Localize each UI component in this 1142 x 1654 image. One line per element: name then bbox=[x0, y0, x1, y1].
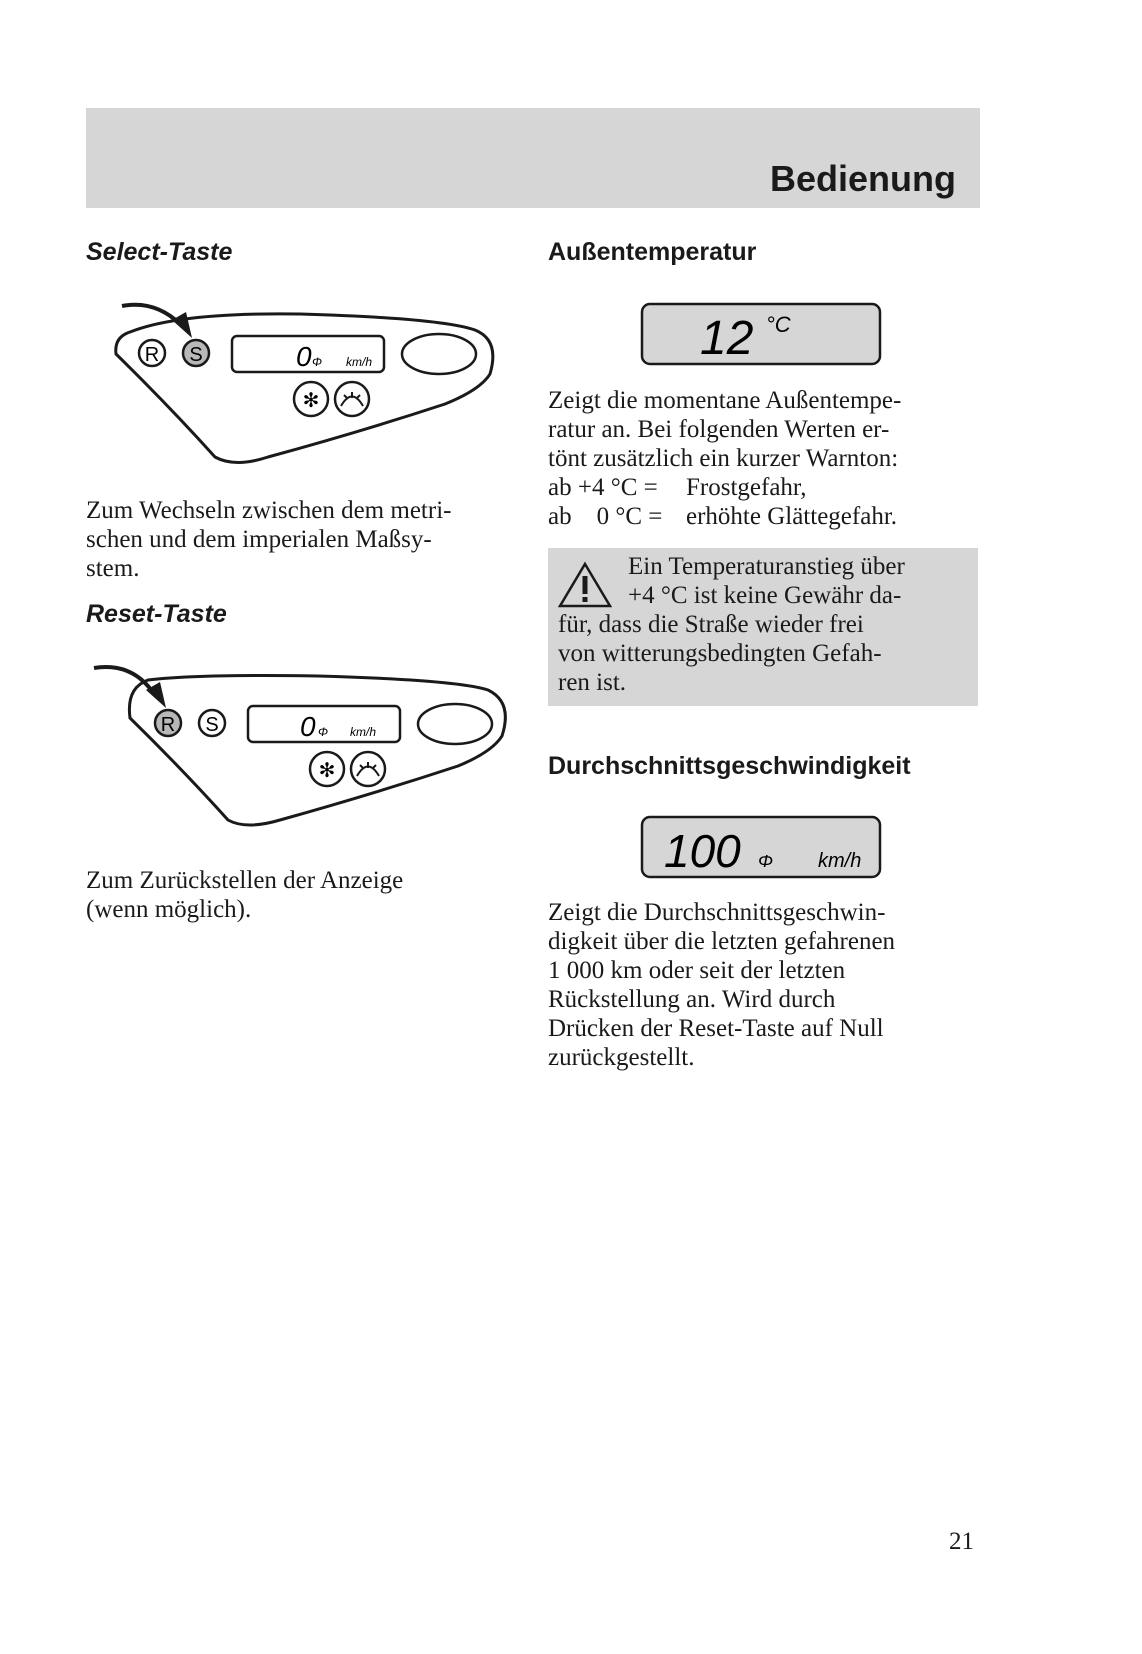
page-number: 21 bbox=[949, 1528, 974, 1555]
temperature-display bbox=[640, 302, 884, 366]
select-button-label: S bbox=[189, 344, 203, 366]
select-button-illustration bbox=[100, 292, 500, 482]
avg-symbol: Φ bbox=[318, 725, 329, 739]
defrost-button[interactable] bbox=[351, 752, 385, 786]
reset-button-label: R bbox=[160, 714, 176, 736]
reset-heading: Reset-Taste bbox=[86, 600, 227, 628]
average-speed-heading: Durchschnittsgeschwindigkeit bbox=[548, 752, 911, 780]
display-digit: 0 bbox=[300, 711, 316, 742]
threshold-frost-meaning: Frostgefahr, bbox=[686, 474, 807, 501]
reset-button-illustration bbox=[88, 660, 508, 850]
temperature-heading: Außentemperatur bbox=[548, 238, 757, 266]
speed-value: 100 bbox=[664, 825, 741, 877]
chapter-header bbox=[86, 108, 980, 208]
reset-button-label: R bbox=[144, 344, 160, 366]
select-description: Zum Wechseln zwischen dem metri- schen und dem imperialen Maßsy- stem. bbox=[86, 497, 452, 582]
round-button[interactable] bbox=[418, 704, 492, 744]
defrost-button[interactable] bbox=[335, 382, 369, 416]
avg-symbol: Φ bbox=[312, 355, 323, 369]
temperature-description: Zeigt die momentane Außentempe- ratur an. Bei folgenden Werten er- tönt zusätzlich ein kurzer Warnton: bbox=[548, 387, 902, 472]
snowflake-icon: ✻ bbox=[302, 390, 320, 412]
threshold-ice-prefix: ab 0 °C = bbox=[548, 503, 663, 530]
warning-text bbox=[558, 552, 970, 697]
display-frame bbox=[642, 304, 880, 364]
threshold-frost-prefix: ab +4 °C = bbox=[548, 474, 658, 501]
select-heading: Select-Taste bbox=[86, 238, 233, 266]
round-button[interactable] bbox=[402, 334, 476, 374]
warning-text-first: Ein Temperaturanstieg über +4 °C ist keine Gewähr da- bbox=[628, 553, 905, 609]
speed-unit: km/h bbox=[818, 850, 862, 872]
speed-unit: km/h bbox=[346, 355, 373, 369]
temperature-value: 12 bbox=[700, 312, 754, 365]
temperature-unit: °C bbox=[766, 312, 791, 337]
control-panel-outline bbox=[129, 676, 505, 826]
snowflake-icon: ✻ bbox=[318, 760, 336, 782]
reset-description: Zum Zurückstellen der Anzeige (wenn möglich). bbox=[86, 867, 404, 923]
threshold-ice-meaning: erhöhte Glättegefahr. bbox=[686, 503, 898, 530]
warning-text-rest: für, dass die Straße wieder frei von witterungsbedingten Gefah- ren ist. bbox=[558, 611, 882, 696]
average-speed-display bbox=[640, 815, 884, 879]
avg-symbol: Φ bbox=[758, 851, 774, 871]
average-speed-description: Zeigt die Durchschnittsgeschwin- digkeit über die letzten gefahrenen 1 000 km oder seit der letzten Rückstellung an. Wird durch Drücken der Reset-Taste auf Null zurückgestellt. bbox=[548, 899, 896, 1071]
chapter-title: Bedienung bbox=[770, 158, 956, 199]
display-digit: 0 bbox=[296, 341, 312, 372]
warning-box bbox=[548, 548, 978, 706]
select-button-label: S bbox=[205, 714, 219, 736]
speed-unit: km/h bbox=[350, 725, 377, 739]
